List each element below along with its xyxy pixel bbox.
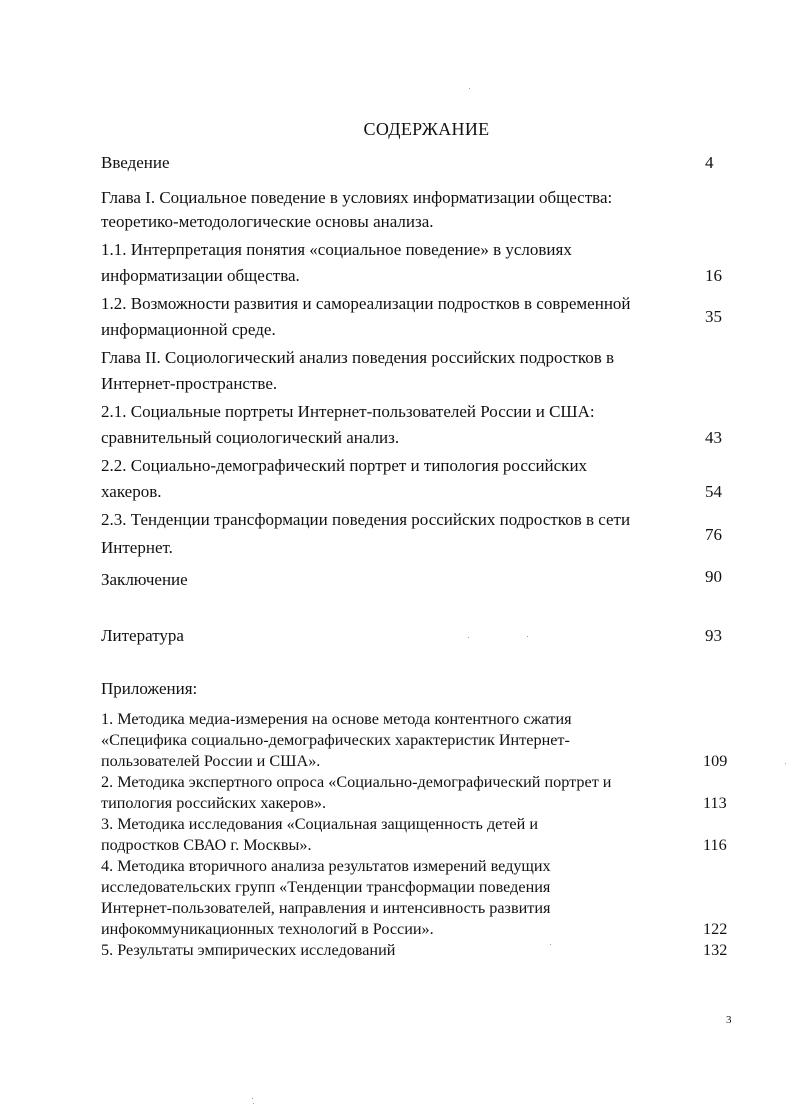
toc-section-2-1-line1: 2.1. Социальные портреты Интернет-пользователей России и США: xyxy=(101,402,595,421)
toc-section-1-1-page: 16 xyxy=(705,266,722,285)
toc-chapter2-line2: Интернет-пространстве. xyxy=(101,374,278,393)
scan-speck xyxy=(785,763,786,764)
toc-section-2-2-page: 54 xyxy=(705,482,722,501)
scan-speck xyxy=(468,637,469,638)
appendix-4-line3: Интернет-пользователей, направления и интенсивность развития xyxy=(101,899,551,917)
toc-section-2-3-line2: Интернет. xyxy=(101,538,173,557)
toc-literature-page: 93 xyxy=(705,626,722,645)
scan-speck xyxy=(469,88,470,89)
toc-section-2-2-line2: хакеров. xyxy=(101,482,162,501)
scan-speck xyxy=(550,944,551,945)
toc-section-1-2-page: 35 xyxy=(705,307,722,326)
toc-chapter1-line1: Глава I. Социальное поведение в условиях информатизации общества: xyxy=(101,188,613,207)
toc-conclusion-text: Заключение xyxy=(101,570,188,589)
page-title: СОДЕРЖАНИЕ xyxy=(363,119,490,139)
toc-section-1-1-line2: информатизации общества. xyxy=(101,266,300,285)
appendix-4-page: 122 xyxy=(703,920,728,938)
appendix-3-line2: подростков СВАО г. Москвы». xyxy=(101,836,312,854)
appendix-2-page: 113 xyxy=(703,794,727,812)
toc-section-2-3-line1: 2.3. Тенденции трансформации поведения российских подростков в сети xyxy=(101,510,631,529)
toc-literature-text: Литература xyxy=(101,626,184,645)
toc-section-1-1-line1: 1.1. Интерпретация понятия «социальное поведение» в условиях xyxy=(101,240,572,259)
toc-section-1-2-line1: 1.2. Возможности развития и самореализации подростков в современной xyxy=(101,294,631,313)
toc-intro-page: 4 xyxy=(705,153,714,172)
appendix-2-line1: 2. Методика экспертного опроса «Социально-демографический портрет и xyxy=(101,773,612,791)
toc-section-2-1-page: 43 xyxy=(705,428,722,447)
toc-chapter1-line2: теоретико-методологические основы анализа. xyxy=(101,212,434,231)
scan-speck xyxy=(252,1098,253,1099)
toc-section-2-1-line2: сравнительный социологический анализ. xyxy=(101,428,400,447)
toc-chapter2-line1: Глава II. Социологический анализ поведения российских подростков в xyxy=(101,348,615,367)
appendix-1-line1: 1. Методика медиа-измерения на основе метода контентного сжатия xyxy=(101,710,572,728)
toc-section-1-2-line2: информационной среде. xyxy=(101,320,276,339)
appendix-4-line2: исследовательских групп «Тенденции трансформации поведения xyxy=(101,878,551,896)
page-number: 3 xyxy=(726,1014,732,1026)
appendix-4-line4: инфокоммуникационных технологий в России». xyxy=(101,920,434,938)
appendix-4-line1: 4. Методика вторичного анализа результатов измерений ведущих xyxy=(101,857,551,875)
appendix-5-line1: 5. Результаты эмпирических исследований xyxy=(101,941,396,959)
appendix-3-page: 116 xyxy=(703,836,727,854)
toc-section-2-2-line1: 2.2. Социально-демографический портрет и типология российских xyxy=(101,456,588,475)
appendix-1-line2: «Специфика социально-демографических характеристик Интернет- xyxy=(101,731,570,749)
appendix-1-page: 109 xyxy=(703,752,728,770)
toc-intro-text: Введение xyxy=(101,153,170,172)
toc-appendices-heading: Приложения: xyxy=(101,679,198,698)
appendix-2-line2: типология российских хакеров». xyxy=(101,794,327,812)
toc-section-2-3-page: 76 xyxy=(705,525,722,544)
appendix-1-line3: пользователей России и США». xyxy=(101,752,321,770)
appendix-5-page: 132 xyxy=(703,941,728,959)
toc-conclusion-page: 90 xyxy=(705,567,722,586)
scan-speck xyxy=(253,1103,254,1104)
scan-speck xyxy=(527,636,528,637)
appendix-3-line1: 3. Методика исследования «Социальная защищенность детей и xyxy=(101,815,538,833)
